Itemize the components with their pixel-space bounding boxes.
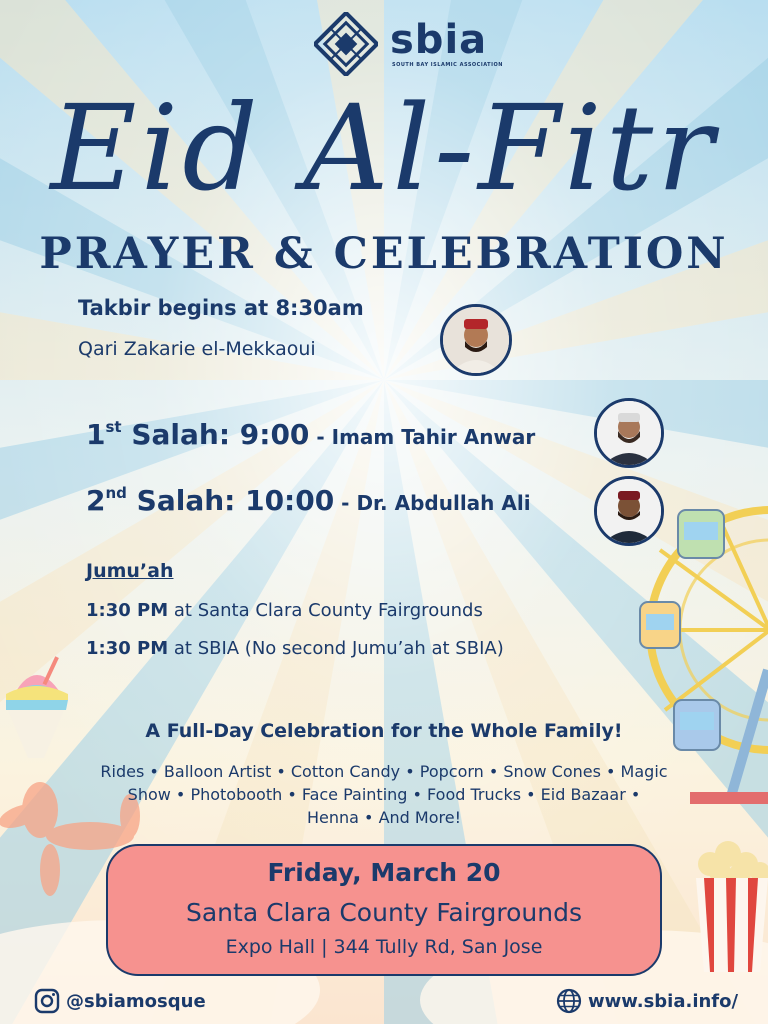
logo-wordmark: sbia bbox=[390, 17, 488, 63]
event-info-box bbox=[106, 844, 662, 976]
logo-subtitle: SOUTH BAY ISLAMIC ASSOCIATION bbox=[392, 62, 503, 68]
imam-tahir-avatar bbox=[594, 398, 664, 468]
globe-icon bbox=[556, 988, 582, 1014]
page-title: Eid Al-Fitr bbox=[50, 79, 718, 217]
jumuah-heading: Jumu’ah bbox=[86, 560, 174, 582]
page-subtitle: PRAYER & CELEBRATION bbox=[39, 229, 729, 279]
qari-name: Qari Zakarie el-Mekkaoui bbox=[78, 338, 316, 360]
jumuah-line-fairgrounds: 1:30 PM at Santa Clara County Fairgrounds bbox=[86, 600, 483, 621]
qari-avatar bbox=[440, 304, 512, 376]
popcorn-illustration bbox=[690, 838, 768, 972]
second-salah: 2nd Salah: 10:00 - Dr. Abdullah Ali bbox=[86, 483, 531, 517]
activities-list: Rides • Balloon Artist • Cotton Candy • Popcorn • Snow Cones • Magic Show • Photobooth • Face Painting • Food Trucks • Eid Bazaar • Henna • And More! bbox=[100, 762, 668, 827]
sbia-logo-icon bbox=[314, 12, 378, 76]
first-salah: 1st Salah: 9:00 - Imam Tahir Anwar bbox=[86, 417, 536, 451]
event-venue: Santa Clara County Fairgrounds bbox=[185, 898, 583, 927]
social-handle-text: @sbiamosque bbox=[66, 990, 206, 1012]
jumuah-line-sbia: 1:30 PM at SBIA (No second Jumu’ah at SBIA) bbox=[86, 638, 504, 659]
celebration-heading: A Full-Day Celebration for the Whole Family! bbox=[145, 720, 623, 742]
instagram-icon bbox=[34, 988, 60, 1014]
website-link[interactable] bbox=[556, 986, 738, 1016]
event-date: Friday, March 20 bbox=[267, 858, 501, 887]
event-address: Expo Hall | 344 Tully Rd, San Jose bbox=[225, 936, 543, 958]
snow-cone-illustration bbox=[0, 648, 72, 760]
takbir-time: Takbir begins at 8:30am bbox=[78, 296, 364, 320]
social-handle-link[interactable] bbox=[34, 986, 206, 1016]
website-text: www.sbia.info/ bbox=[588, 990, 739, 1012]
